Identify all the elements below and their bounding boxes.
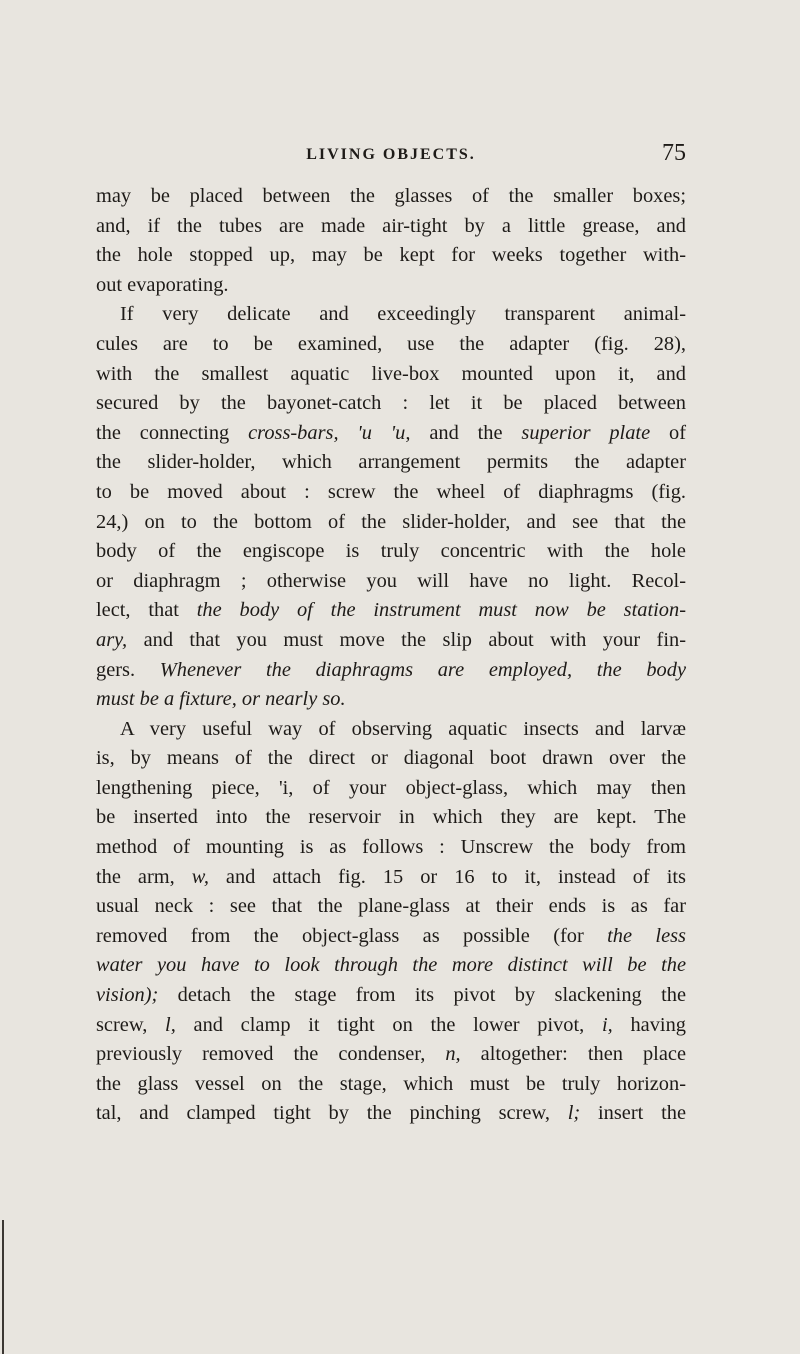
text-line	[96, 981, 686, 1011]
text-line	[96, 537, 686, 567]
text-line	[96, 656, 686, 686]
text-line	[96, 448, 686, 478]
text-segment: tal, and clamped tight by the pinching screw,	[96, 1102, 568, 1125]
italic-text: the less	[607, 924, 686, 947]
text-segment: and, if the tubes are made air-tight by a little grease, and	[96, 214, 686, 237]
text-segment: secured by the bayonet-catch : let it be placed between	[96, 392, 686, 415]
text-segment: the arm,	[96, 865, 192, 888]
running-title: LIVING OBJECTS.	[306, 146, 476, 163]
text-segment: may be placed between the glasses of the smaller boxes;	[96, 185, 686, 207]
italic-text: w,	[191, 865, 209, 888]
text-line	[96, 478, 686, 508]
italic-text: l;	[567, 1102, 581, 1125]
text-segment: gers.	[96, 658, 160, 681]
text-segment: insert the	[580, 1102, 686, 1125]
text-line	[96, 271, 686, 301]
text-segment: usual neck : see that the plane-glass at their ends is as far	[96, 895, 686, 918]
text-line	[96, 330, 686, 360]
text-segment: the hole stopped up, may be kept for weeks together with-	[96, 244, 686, 267]
page-edge-mark	[2, 1220, 4, 1354]
italic-text: i,	[602, 1013, 613, 1036]
text-segment: the connecting	[96, 421, 249, 444]
text-segment: to be moved about : screw the wheel of diaphragms (fig.	[96, 480, 686, 503]
text-line	[96, 1070, 686, 1100]
text-segment: screw,	[96, 1013, 166, 1036]
text-segment: cules are to be examined, use the adapter (fig. 28),	[96, 332, 686, 355]
text-line	[96, 833, 686, 863]
text-line	[96, 508, 686, 538]
text-segment: and attach fig. 15 or 16 to it, instead of its	[208, 865, 686, 888]
text-segment: lengthening piece, 'i, of your object-glass, which may then	[96, 776, 686, 799]
text-line	[96, 567, 686, 597]
text-segment: with the smallest aquatic live-box mounted upon it, and	[96, 362, 686, 385]
text-segment: or diaphragm ; otherwise you will have no light. Recol-	[96, 569, 686, 592]
text-segment: and that you must move the slip about with your fin-	[127, 628, 686, 651]
text-line	[96, 419, 686, 449]
text-segment: body of the engiscope is truly concentric with the hole	[96, 540, 686, 563]
text-segment: having	[612, 1013, 686, 1036]
italic-text: l,	[165, 1013, 176, 1036]
page-number: 75	[662, 140, 686, 166]
italic-text: must be a fixture, or nearly so.	[96, 688, 346, 711]
text-line	[96, 596, 686, 626]
text-segment: 24,) on to the bottom of the slider-holder, and see that the	[96, 510, 686, 533]
text-line	[96, 863, 686, 893]
italic-text: Whenever the diaphragms are employed, the body	[159, 658, 686, 681]
text-line	[96, 1040, 686, 1070]
text-segment: be inserted into the reservoir in which they are kept. The	[96, 806, 686, 829]
italic-text: the body of the instrument must now be station-	[196, 599, 686, 622]
text-line	[96, 951, 686, 981]
text-line	[96, 715, 686, 745]
text-line	[96, 360, 686, 390]
text-line	[96, 803, 686, 833]
text-segment: lect, that	[96, 599, 197, 622]
text-segment: of	[650, 421, 686, 444]
italic-text: n,	[445, 1043, 461, 1066]
italic-text: superior plate	[521, 421, 651, 444]
body-text	[96, 182, 686, 1129]
text-segment: out evaporating.	[96, 273, 229, 296]
text-line	[96, 744, 686, 774]
text-line	[96, 685, 686, 715]
italic-text: vision);	[96, 984, 159, 1007]
text-segment: If very delicate and exceedingly transparent animal-	[120, 303, 686, 326]
text-segment: removed from the object-glass as possible (for	[96, 924, 608, 947]
text-segment: method of mounting is as follows : Unscrew the body from	[96, 836, 686, 859]
text-line	[96, 774, 686, 804]
text-segment: A very useful way of observing aquatic insects and larvæ	[120, 717, 686, 740]
running-head	[96, 140, 686, 170]
text-line	[96, 389, 686, 419]
text-line	[96, 892, 686, 922]
text-segment: and the	[410, 421, 522, 444]
text-segment: the slider-holder, which arrangement permits the adapter	[96, 451, 686, 474]
text-line	[96, 182, 686, 212]
italic-text: ary,	[96, 628, 128, 651]
text-line	[96, 241, 686, 271]
text-segment: and clamp it tight on the lower pivot,	[175, 1013, 602, 1036]
italic-text: cross-bars, 'u 'u,	[248, 421, 411, 444]
text-line	[96, 1099, 686, 1129]
text-segment: the glass vessel on the stage, which must be truly horizon-	[96, 1072, 686, 1095]
text-segment: previously removed the condenser,	[96, 1043, 446, 1066]
italic-text: water you have to look through the more distinct will be the	[96, 954, 686, 977]
text-line	[96, 1011, 686, 1041]
text-segment: detach the stage from its pivot by slackening the	[158, 984, 686, 1007]
text-segment: altogether: then place	[460, 1043, 686, 1066]
text-line	[96, 626, 686, 656]
text-segment: is, by means of the direct or diagonal boot drawn over the	[96, 747, 686, 770]
text-line	[96, 922, 686, 952]
text-line	[96, 212, 686, 242]
text-line	[96, 300, 686, 330]
